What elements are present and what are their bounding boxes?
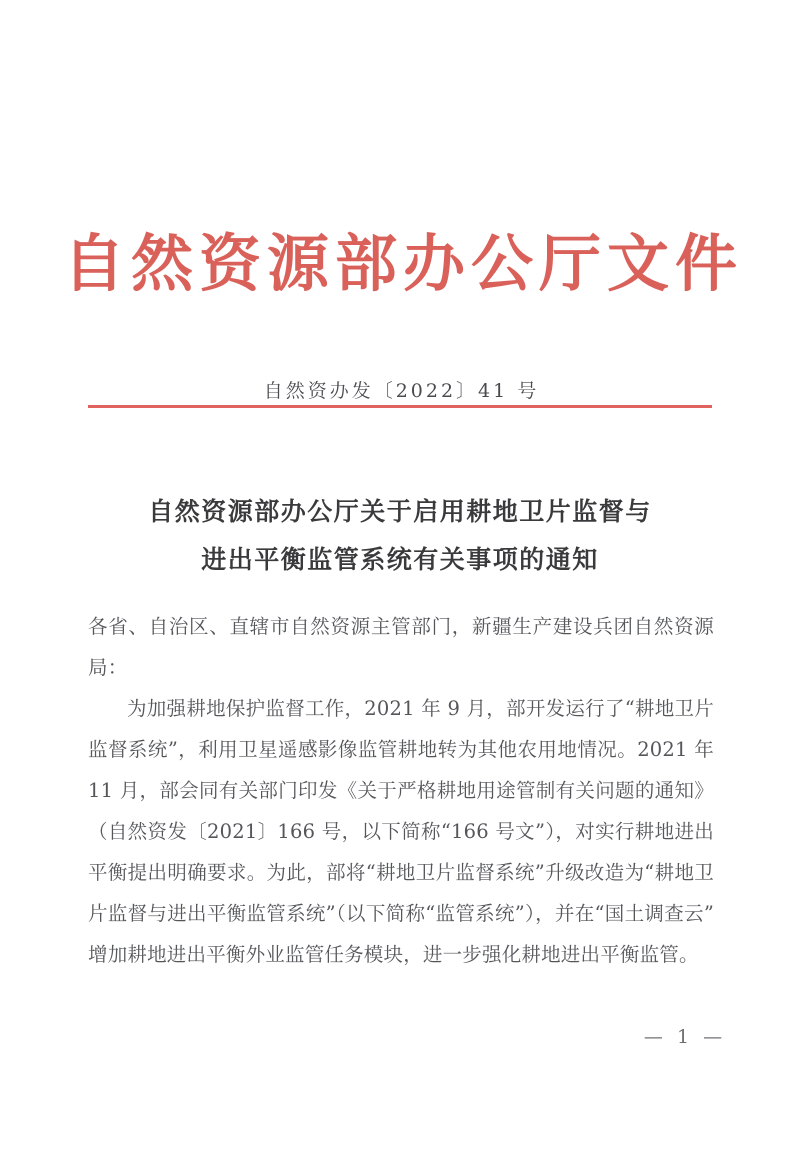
document-number: 自然资办发〔2022〕41 号 <box>263 380 540 402</box>
document-body <box>88 606 714 975</box>
body-paragraph-1: 为加强耕地保护监督工作，2021 年 9 月，部开发运行了“耕地卫片监督系统”，利用卫星遥感影像监管耕地转为其他农用地情况。2021 年 11 月，部会同有关部门印发《关于严格耕地用途管制有关问题的通知》（自然资发〔2021〕166 号，以下简称“166 号文”），对实行耕地进出平衡提出明确要求。为此，部将“耕地卫片监督系统”升级改造为“耕地卫片监督与进出平衡监管系统”（以下简称“监管系统”），并在“国土调查云”增加耕地进出平衡外业监管任务模块，进一步强化耕地进出平衡监管。 <box>88 697 714 966</box>
document-title-line-1: 自然资源部办公厅关于启用耕地卫片监督与 <box>148 497 652 526</box>
page-number: — 1 — <box>643 1026 727 1048</box>
document-title-line-2: 进出平衡监管系统有关事项的通知 <box>201 545 599 574</box>
red-separator-rule <box>88 405 712 408</box>
masthead-title: 自然资源部办公厅文件 <box>62 227 743 300</box>
salutation-line: 各省、自治区、直辖市自然资源主管部门，新疆生产建设兵团自然资源局： <box>88 615 714 679</box>
document-title <box>100 488 700 584</box>
page-footer <box>0 1026 800 1048</box>
